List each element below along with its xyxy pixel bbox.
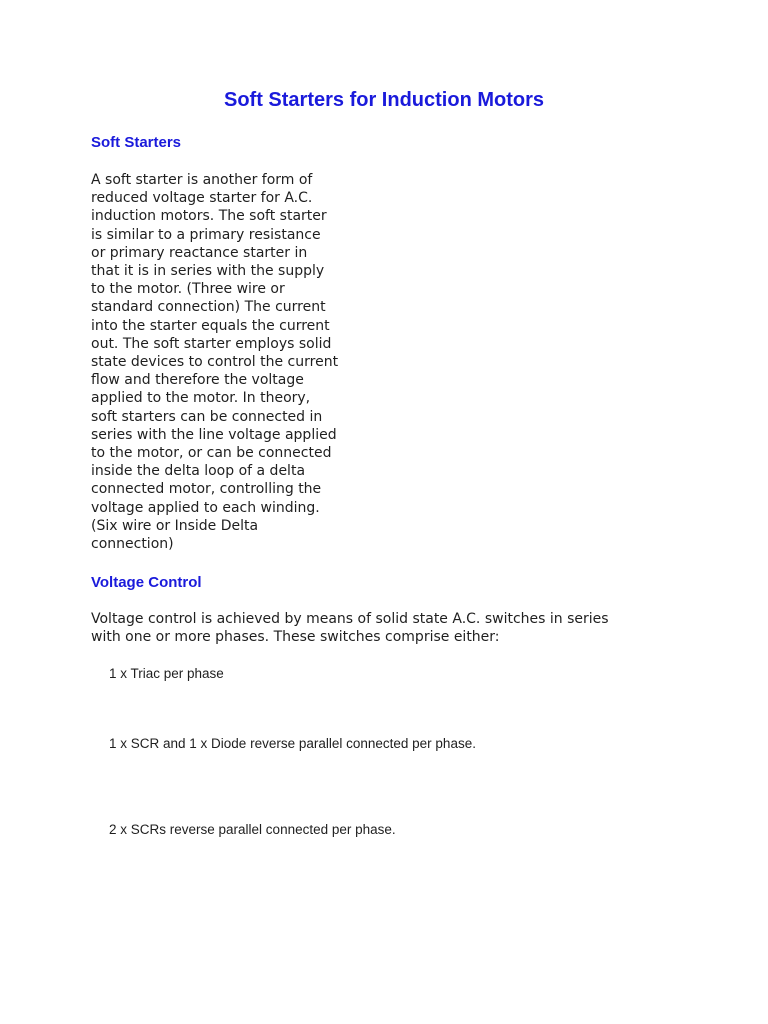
voltage-control-paragraph: Voltage control is achieved by means of solid state A.C. switches in series with one or more phases. These switches comprise either: xyxy=(91,611,609,646)
soft-starters-paragraph: A soft starter is another form of reduced voltage starter for A.C. induction motors. The soft starter is similar to a primary resistance or primary reactance starter in that it is in series with the supply to the motor. (Three wire or standard connection) The current into the starter equals the current out. The soft starter employs solid state devices to control the current flow and therefore the voltage applied to the motor. In theory, soft starters can be connected in series with the line voltage applied to the motor, or can be connected inside the delta loop of a delta connected motor, controlling the voltage applied to each winding. (Six wire or Inside Delta connection) xyxy=(91,172,339,553)
list-item-triac: 1 x Triac per phase xyxy=(109,666,224,681)
section-heading-voltage-control: Voltage Control xyxy=(91,574,202,591)
list-item-scr-diode: 1 x SCR and 1 x Diode reverse parallel connected per phase. xyxy=(109,736,476,751)
page-title: Soft Starters for Induction Motors xyxy=(224,89,544,111)
list-item-scrs: 2 x SCRs reverse parallel connected per phase. xyxy=(109,822,396,837)
section-heading-soft-starters: Soft Starters xyxy=(91,134,182,151)
